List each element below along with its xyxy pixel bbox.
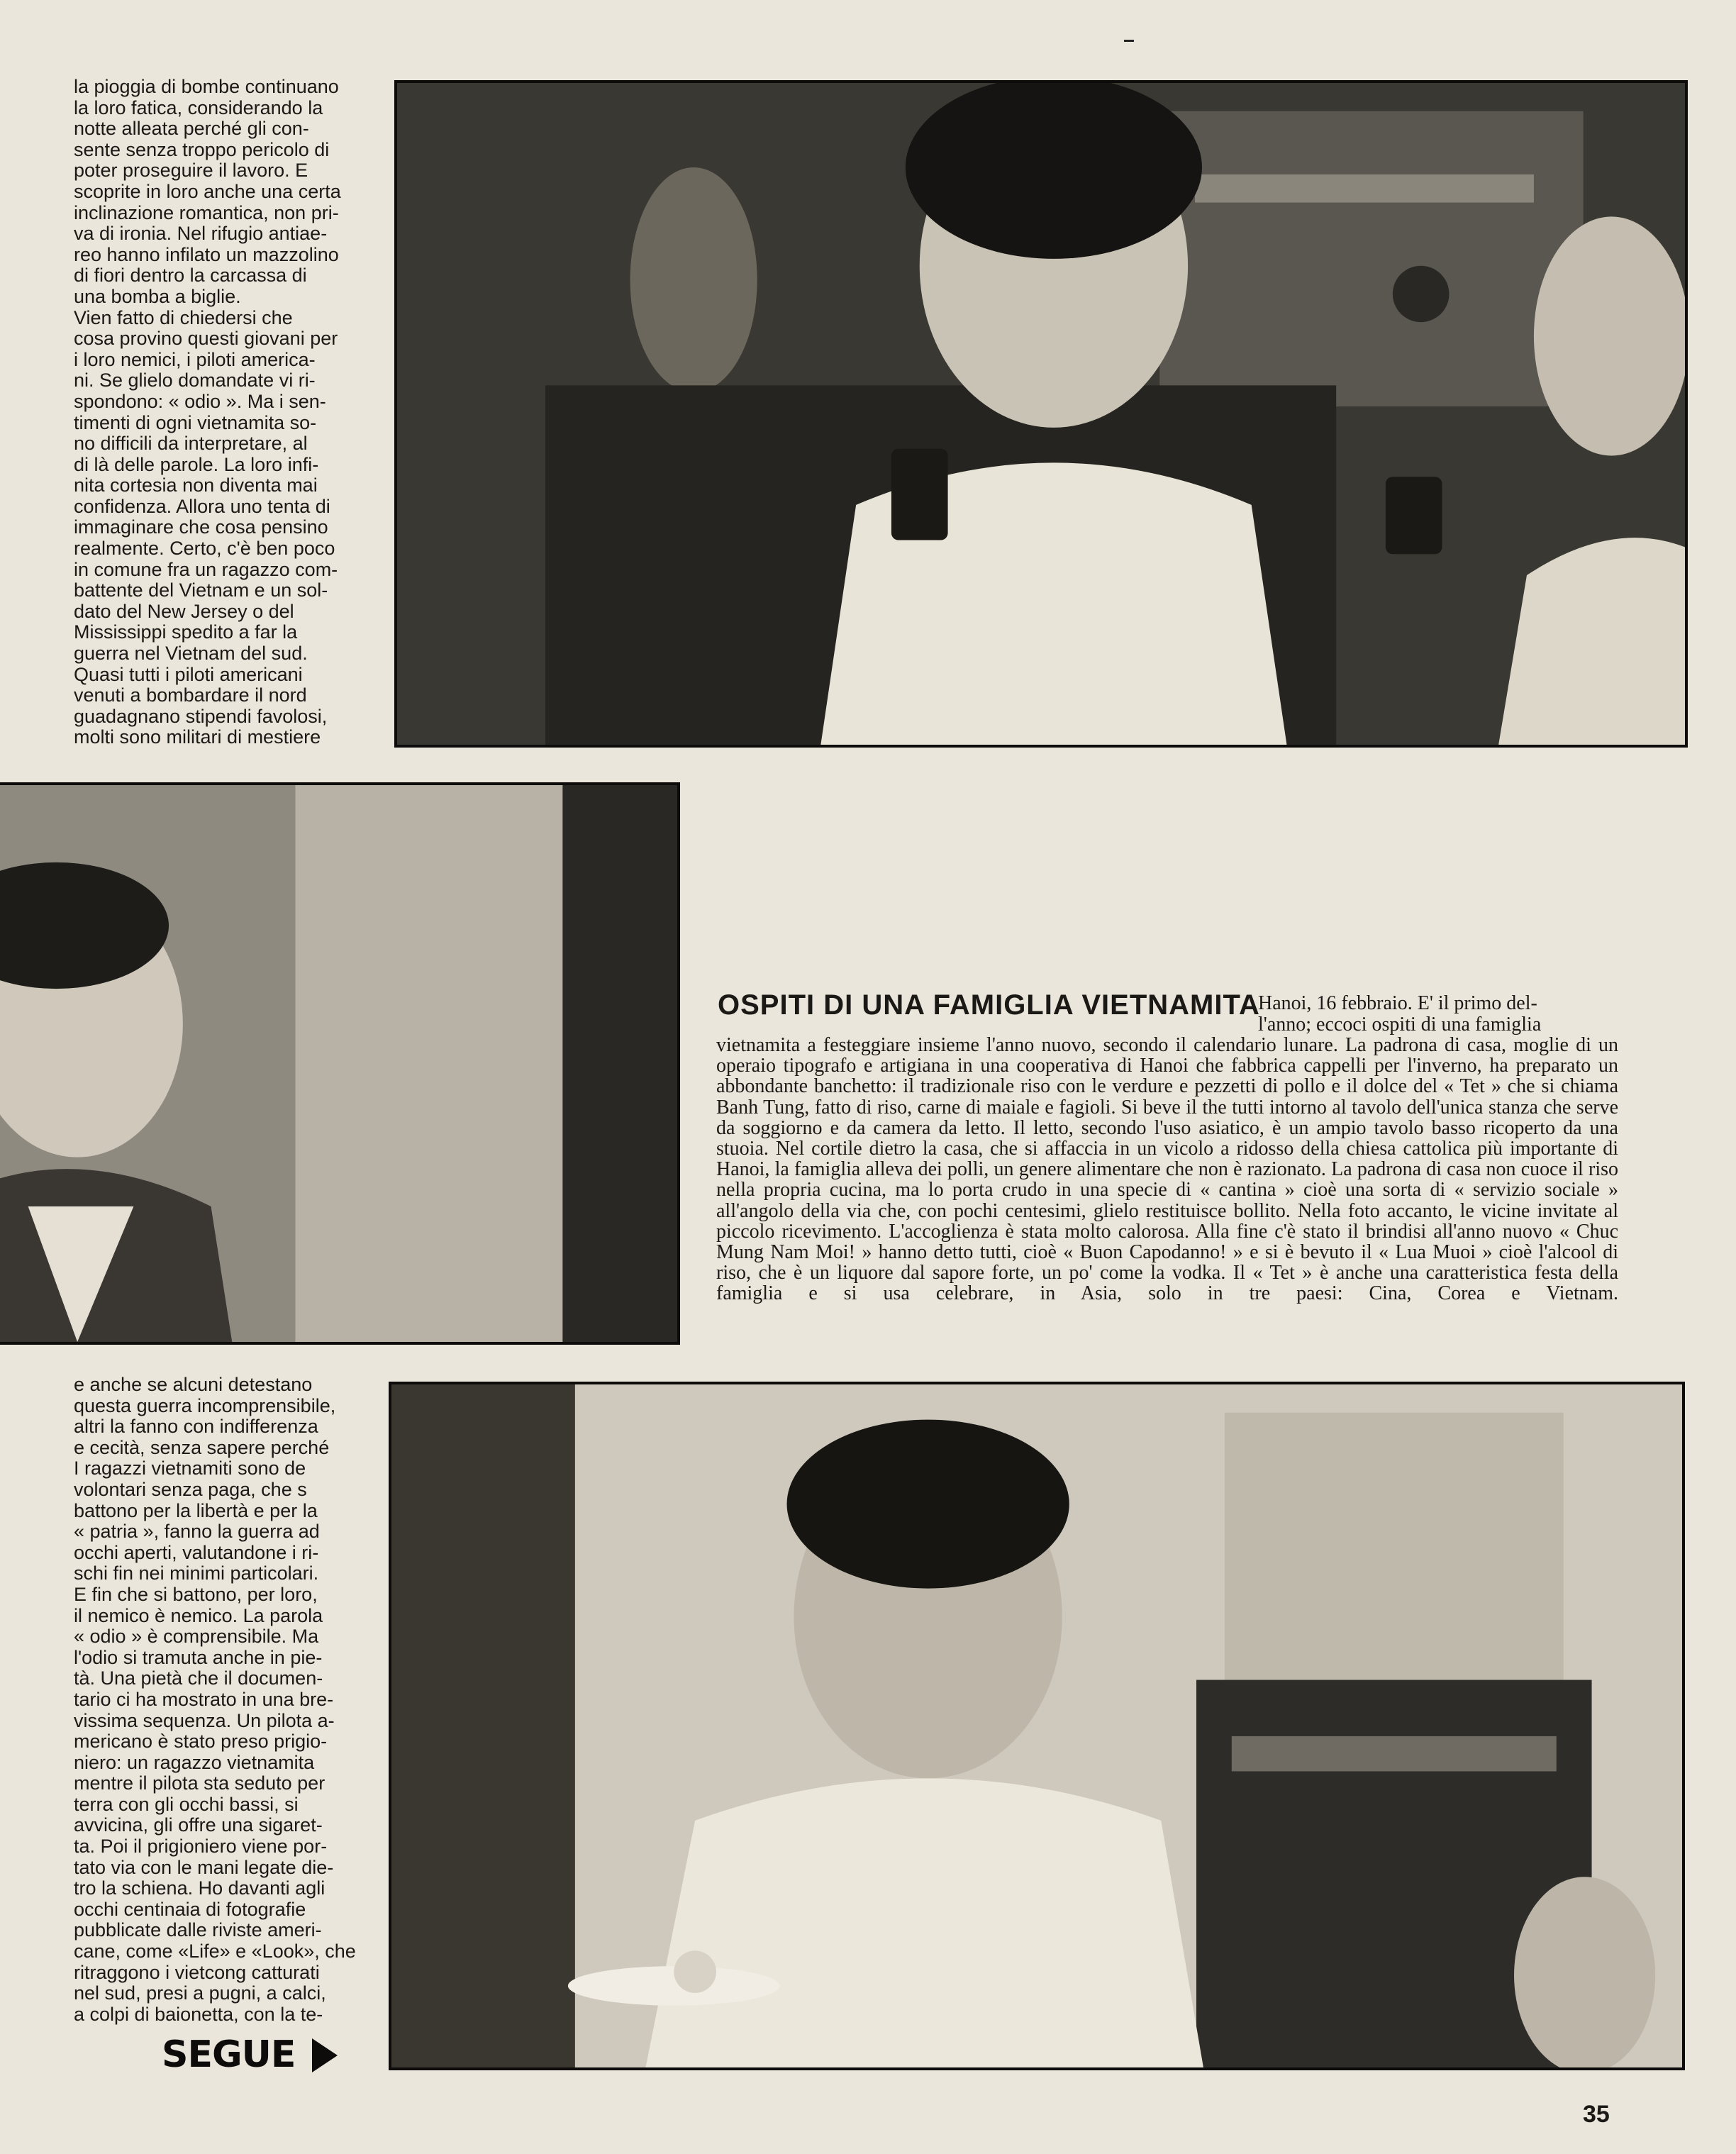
caption-body: vietnamita a festeggiare insieme l'anno nuovo, secondo il calendario lunare. La padrona di casa, moglie di un operaio tipografo e artigiana in una cooperativa di Hanoi che fabbrica cappelli per l'inverno, ha preparato un abbondante banchetto: il tradizionale riso con le verdure e pezzetti di pollo e il dolce del « Tet » che si chiama Banh Tung, fatto di riso, carne di maiale e fagioli. Si beve il the tutti intorno al tavolo dell'unica stanza che serve da soggiorno e da camera da letto. Il letto, secondo l'uso asiatico, è un ampio tavolo basso ricoperto da una stuoia. Nel cortile dietro la casa, che si affaccia in un vicolo a ridosso della chiesa cattolica più importante di Hanoi, la famiglia alleva dei polli, un genere alimentare che non è razionato. La padrona di casa non cuoce il riso nella propria cucina, ma lo porta crudo in una specie di « cantina » cioè una sorta di « servizio sociale » all'angolo della via che, con pochi centesimi, glielo restituisce bollito. Nella foto accanto, le vicine invitate al piccolo ricevimento. L'accoglienza è stata molto calorosa. Alla fine c'è stato il brindisi all'anno nuovo « Chuc Mung Nam Moi! » hanno detto tutti, cioè « Buon Capodanno! » e si è bevuto il « Lua Muoi » cioè l'alcool di riso, che è un liquore dal sapore forte, un po' come la vodka. Il « Tet » è anche una caratteristica festa della famiglia e si usa celebrare, in Asia, solo in tre paesi: Cina, Corea e Vietnam. xyxy=(716,1034,1618,1305)
photo-woman-toasting xyxy=(394,80,1688,748)
caption-intro-line-1: Hanoi, 16 febbraio. E' il primo del- xyxy=(1258,992,1537,1014)
article-column-top: la pioggia di bombe continuano la loro fatica, considerando la notte alleata perché gli con- sente senza troppo pericolo di poter proseguire il lavoro. E scoprite in loro anche una certa inclinazione romantica, non pri- va di ironia. Nel rifugio antiae- reo hanno infilato un mazzolino di fiori dentro la carcassa di una bomba a biglie. Vien fatto di chiedersi che cosa provino questi giovani per i loro nemici, i piloti america- ni. Se glielo domandate vi ri- spondono: « odio ». Ma i sen- timenti di ogni vietnamita so- no difficili da interpretare, al di là delle parole. La loro infi- nita cortesia non diventa mai confidenza. Allora uno tenta di immaginare che cosa pensino realmente. Certo, c'è ben poco in comune fra un ragazzo com- battente del Vietnam e un sol- dato del New Jersey o del Mississippi spedito a far la guerra nel Vietnam del sud. Quasi tutti i piloti americani venuti a bombardare il nord guadagnano stipendi favolosi, molti sono militari di mestiere xyxy=(74,76,341,748)
photo-neighbour-woman xyxy=(0,782,680,1345)
caption-intro-line-2: l'anno; eccoci ospiti di una famiglia xyxy=(1258,1014,1542,1036)
continue-label: SEGUE xyxy=(162,2033,296,2076)
page-number: 35 xyxy=(1583,2101,1610,2128)
photo-woman-serving xyxy=(389,1382,1685,2070)
top-print-mark xyxy=(1124,40,1134,42)
continue-arrow-icon xyxy=(312,2036,340,2075)
article-column-bottom: e anche se alcuni detestano questa guerra incomprensibile, altri la fanno con indifferenza e cecità, senza sapere perché I ragazzi vietnamiti sono de volontari senza paga, che s battono per la libertà e per la « patria », fanno la guerra ad occhi aperti, valutandone i ri- schi fin nei minimi particolari. E fin che si battono, per loro, il nemico è nemico. La parola « odio » è comprensibile. Ma l'odio si tramuta anche in pie- tà. Una pietà che il documen- tario ci ha mostrato in una bre- vissima sequenza. Un pilota a- mericano è stato preso prigio- niero: un ragazzo vietnamita mentre il pilota sta seduto per terra con gli occhi bassi, si avvicina, gli offre una sigaret- ta. Poi il prigioniero viene por- tato via con le mani legate die- tro la schiena. Ho davanti agli occhi centinaia di fotografie pubblicate dalle riviste ameri- cane, come «Life» e «Look», che ritraggono i vietcong catturati nel sud, presi a pugni, a calci, a colpi di baionetta, con la te- xyxy=(74,1374,356,2025)
caption-headline: OSPITI DI UNA FAMIGLIA VIETNAMITA xyxy=(718,989,1260,1021)
